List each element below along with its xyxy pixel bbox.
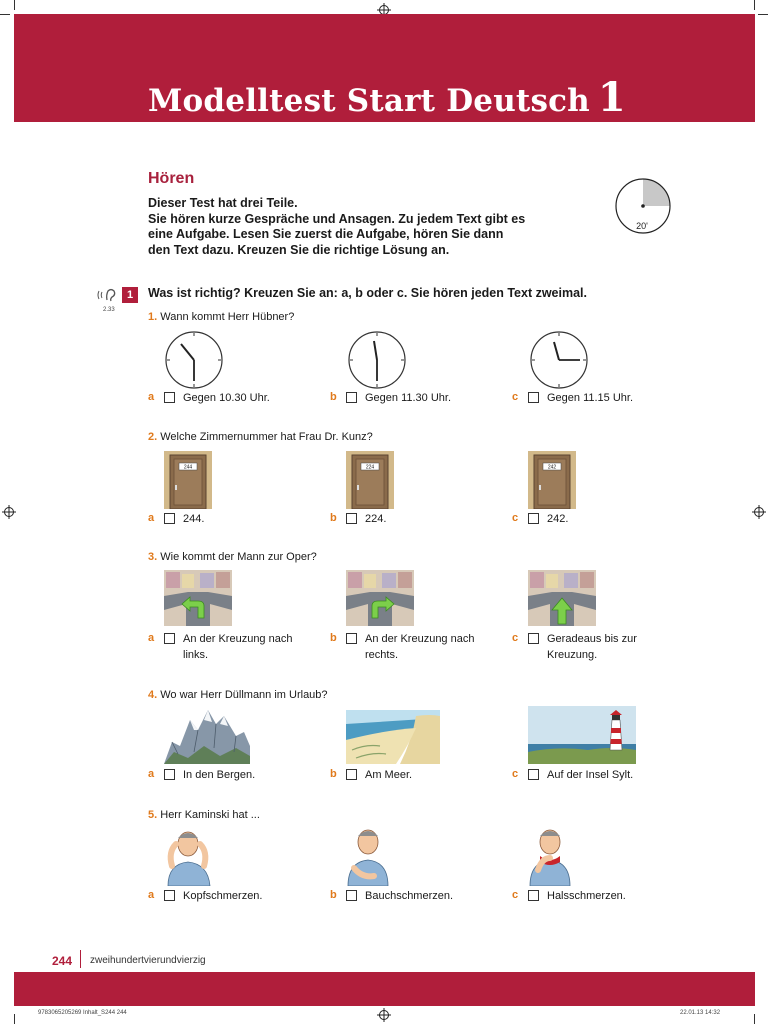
option-letter: a xyxy=(148,512,155,524)
intersection-straight-arrow-icon xyxy=(528,570,596,626)
checkbox-q5-b[interactable] xyxy=(346,890,357,901)
intersection-left-arrow-icon xyxy=(164,570,232,626)
print-slug-right: 22.01.13 14:32 xyxy=(680,1010,721,1016)
option-text: 224. xyxy=(365,513,387,525)
option-text: Kopfschmerzen. xyxy=(183,890,263,902)
option-letter: a xyxy=(148,889,155,901)
option-text: Geradeaus bis zur Kreuzung. xyxy=(547,633,637,661)
option-text: Halsschmerzen. xyxy=(547,890,626,902)
option-letter: c xyxy=(512,512,519,524)
option-text: 244. xyxy=(183,513,205,525)
clock-1115-icon xyxy=(528,329,590,391)
option-letter: b xyxy=(330,768,337,780)
man-stomachache-icon xyxy=(346,826,390,886)
page-number: 244 xyxy=(52,954,73,968)
checkbox-q2-a[interactable] xyxy=(164,513,175,524)
option-text: Auf der Insel Sylt. xyxy=(547,769,634,781)
checkbox-q4-a[interactable] xyxy=(164,769,175,780)
option-letter: b xyxy=(330,391,337,403)
option-letter: a xyxy=(148,768,155,780)
checkbox-q1-a[interactable] xyxy=(164,392,175,403)
checkbox-q1-c[interactable] xyxy=(528,392,539,403)
registration-mark-icon xyxy=(2,505,16,519)
option-text: Am Meer. xyxy=(365,769,413,781)
timer-label: 20' xyxy=(636,221,648,231)
option-letter: a xyxy=(148,632,155,644)
intersection-right-arrow-icon xyxy=(346,570,414,626)
intro-text: Dieser Test hat drei Teile. Sie hören kurze Gespräche und Ansagen. Zu jedem Text gibt es eine Aufgabe. Lesen Sie zuerst die Aufgabe, hören Sie dann den Text dazu. Kreuzen Sie die richtige Lösung an. xyxy=(148,196,526,257)
door-icon xyxy=(346,451,394,509)
checkbox-q3-c[interactable] xyxy=(528,633,539,644)
option-letter: b xyxy=(330,889,337,901)
section-title: Hören xyxy=(148,170,195,187)
task-instruction: Was ist richtig? Kreuzen Sie an: a, b oder c. Sie hören jeden Text zweimal. xyxy=(148,286,587,300)
option-text: 242. xyxy=(547,513,569,525)
registration-mark-icon xyxy=(377,1008,391,1022)
checkbox-q5-a[interactable] xyxy=(164,890,175,901)
page-number-word: zweihundertvierundvierzig xyxy=(90,955,206,966)
task-number-badge: 1 xyxy=(122,287,138,303)
mountains-icon xyxy=(164,706,250,764)
option-letter: c xyxy=(512,391,519,403)
option-letter: c xyxy=(512,889,519,901)
door-icon xyxy=(528,451,576,509)
checkbox-q1-b[interactable] xyxy=(346,392,357,403)
checkbox-q5-c[interactable] xyxy=(528,890,539,901)
checkbox-q2-b[interactable] xyxy=(346,513,357,524)
option-text: An der Kreuzung nach links. xyxy=(183,633,293,661)
checkbox-q3-a[interactable] xyxy=(164,633,175,644)
man-sore-throat-icon xyxy=(528,826,572,886)
question-3: 3. Wie kommt der Mann zur Oper? xyxy=(148,551,317,563)
question-1: 1. Wann kommt Herr Hübner? xyxy=(148,311,295,323)
question-5: 5. Herr Kaminski hat ... xyxy=(148,809,260,821)
question-4: 4. Wo war Herr Düllmann im Urlaub? xyxy=(148,689,328,701)
option-letter: b xyxy=(330,512,337,524)
option-text: Gegen 11.15 Uhr. xyxy=(547,392,634,404)
option-letter: c xyxy=(512,632,519,644)
option-text: Bauchschmerzen. xyxy=(365,890,454,902)
print-slug-left: 9783065205269 Inhalt_S244 244 xyxy=(38,1010,127,1016)
page-title: Modelltest Start Deutsch 1 xyxy=(148,74,626,121)
question-2: 2. Welche Zimmernummer hat Frau Dr. Kunz? xyxy=(148,431,373,443)
door-number-label: 224 xyxy=(365,464,375,471)
option-letter: b xyxy=(330,632,337,644)
option-text: Gegen 11.30 Uhr. xyxy=(365,392,452,404)
option-text: An der Kreuzung nach rechts. xyxy=(365,633,475,661)
track-number: 2.33 xyxy=(103,307,115,313)
clock-1130-icon xyxy=(346,329,408,391)
registration-mark-icon xyxy=(752,505,766,519)
checkbox-q4-b[interactable] xyxy=(346,769,357,780)
footer-band xyxy=(14,972,755,1006)
audio-ear-icon xyxy=(97,287,117,303)
option-letter: a xyxy=(148,391,155,403)
clock-1030-icon xyxy=(163,329,225,391)
timer-clock-icon xyxy=(609,177,679,237)
checkbox-q2-c[interactable] xyxy=(528,513,539,524)
door-number-label: 244 xyxy=(183,464,193,471)
door-icon xyxy=(164,451,212,509)
checkbox-q4-c[interactable] xyxy=(528,769,539,780)
checkbox-q3-b[interactable] xyxy=(346,633,357,644)
option-text: Gegen 10.30 Uhr. xyxy=(183,392,270,404)
page-separator xyxy=(80,950,81,968)
lighthouse-island-icon xyxy=(528,706,636,764)
beach-icon xyxy=(346,710,440,764)
option-text: In den Bergen. xyxy=(183,769,256,781)
man-headache-icon xyxy=(164,826,214,886)
option-letter: c xyxy=(512,768,519,780)
door-number-label: 242 xyxy=(547,464,557,471)
